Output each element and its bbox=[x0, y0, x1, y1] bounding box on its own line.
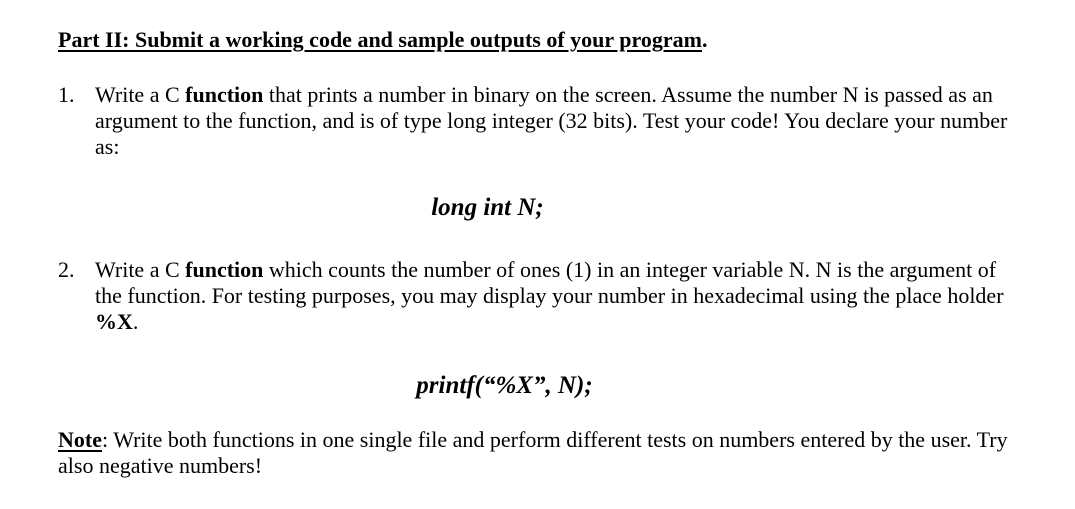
task-text: Write a C bbox=[95, 82, 186, 107]
task-description bbox=[95, 257, 1018, 335]
task-number: 2. bbox=[58, 257, 75, 282]
task-text: . bbox=[132, 309, 139, 334]
note-label: Note bbox=[58, 427, 102, 452]
placeholder-format: %X bbox=[95, 309, 133, 334]
task-text: that prints a number in binary on the screen. Assume the number N is passed as an argument to the function, and is of type long integer (32 bits). Test your code! You declare your number as: bbox=[95, 82, 1008, 159]
code-snippet-declaration: long int N; bbox=[431, 194, 544, 221]
code-snippet-printf: printf(“%X”, N); bbox=[416, 372, 593, 399]
task-text: Write a C bbox=[95, 257, 186, 282]
section-heading bbox=[58, 26, 707, 54]
task-description bbox=[95, 82, 1018, 160]
task-bold-keyword: function bbox=[185, 82, 264, 107]
task-bold-keyword: function bbox=[185, 257, 264, 282]
task-text: which counts the number of ones (1) in an integer variable N. N is the argument of the function. For testing purposes, you may display your number in hexadecimal using the place holder bbox=[95, 257, 1004, 308]
task-number: 1. bbox=[58, 82, 75, 107]
note-paragraph bbox=[58, 427, 1018, 479]
section-heading-period: . bbox=[701, 27, 708, 52]
section-heading-text: Part II: Submit a working code and sample outputs of your program bbox=[58, 27, 702, 52]
task-item-2 bbox=[58, 257, 1018, 335]
note-text: : Write both functions in one single file and perform different tests on numbers entered by the user. Try also negative numbers! bbox=[58, 427, 1008, 478]
task-item-1 bbox=[58, 82, 1018, 160]
